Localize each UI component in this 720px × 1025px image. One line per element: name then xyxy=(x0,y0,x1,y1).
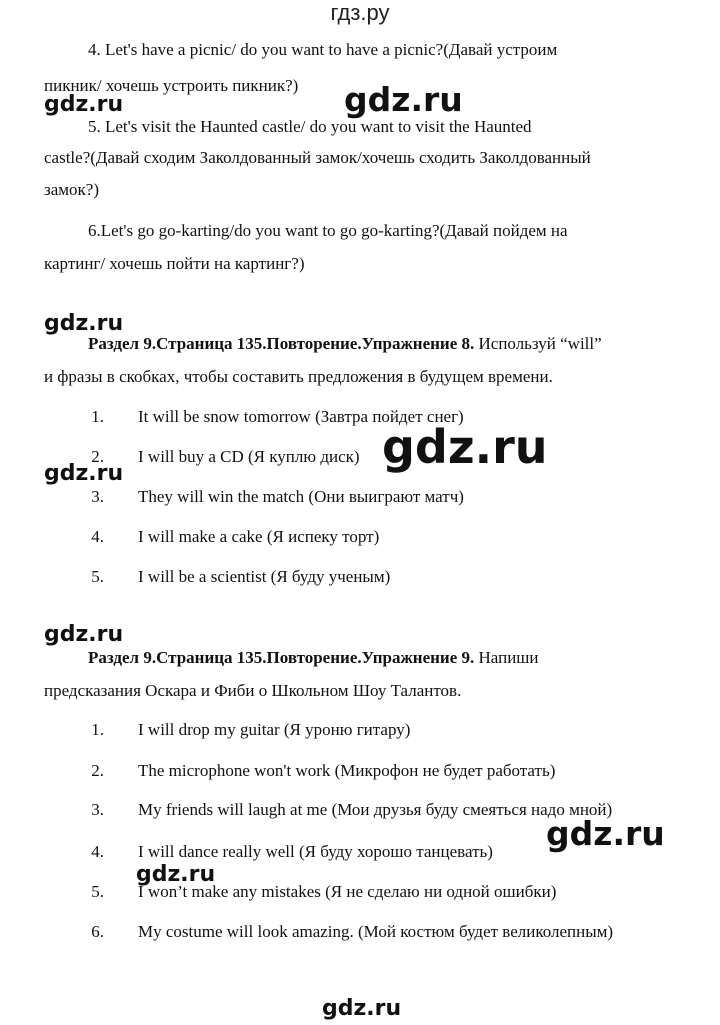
list-item: It will be snow tomorrow (Завтра пойдет снег) xyxy=(138,407,464,426)
watermark: gdz.ru xyxy=(44,92,124,117)
watermark: gdz.ru xyxy=(44,622,124,647)
list-item: They will win the match (Они выиграют матч) xyxy=(138,487,464,506)
list-item-number: 3. xyxy=(91,487,104,506)
section8-heading-line xyxy=(88,334,602,354)
list-item-number: 6. xyxy=(91,922,104,941)
list-item-number: 1. xyxy=(91,720,104,739)
intro-item-6-line2: картинг/ хочешь пойти на картинг?) xyxy=(44,254,305,273)
section9-instruction-part2: предсказания Оскара и Фиби о Школьном Шоу Талантов. xyxy=(44,681,462,700)
intro-item-5-line1: 5. Let's visit the Haunted castle/ do you want to visit the Haunted xyxy=(88,117,532,136)
list-item: My costume will look amazing. (Мой костюм будет великолепным) xyxy=(138,922,614,941)
list-item: I won’t make any mistakes (Я не сделаю ни одной ошибки) xyxy=(138,882,557,901)
list-item-number: 2. xyxy=(91,761,104,780)
watermark: gdz.ru xyxy=(546,814,665,853)
list-item: I will dance really well (Я буду хорошо танцевать) xyxy=(138,842,493,861)
list-item-number: 1. xyxy=(91,407,104,426)
list-item-number: 3. xyxy=(91,800,104,819)
section9-heading: Раздел 9.Страница 135.Повторение.Упражнение 9. xyxy=(88,648,475,667)
list-item: The microphone won't work (Микрофон не будет работать) xyxy=(138,761,556,780)
intro-item-4-line2: пикник/ хочешь устроить пикник?) xyxy=(44,76,299,95)
watermark: gdz.ru xyxy=(44,461,124,486)
section8-instruction-part2: и фразы в скобках, чтобы составить предложения в будущем времени. xyxy=(44,367,553,386)
intro-item-6-line1: 6.Let's go go-karting/do you want to go go-karting?(Давай пойдем на xyxy=(88,221,568,240)
list-item: I will buy a CD (Я куплю диск) xyxy=(138,447,360,466)
watermark: gdz.ru xyxy=(322,996,402,1021)
site-header: гдз.ру xyxy=(330,0,390,25)
intro-item-5-line3: замок?) xyxy=(44,180,99,199)
list-item: My friends will laugh at me (Мои друзья буду смеяться надо мной) xyxy=(138,800,613,819)
section9-heading-line xyxy=(88,648,538,668)
list-item-number: 4. xyxy=(91,842,104,861)
intro-item-5-line2: castle?(Давай сходим Заколдованный замок/хочешь сходить Заколдованный xyxy=(44,148,591,167)
watermark: gdz.ru xyxy=(44,311,124,336)
watermark: gdz.ru xyxy=(382,420,548,474)
list-item: I will drop my guitar (Я уроню гитару) xyxy=(138,720,411,739)
list-item-number: 4. xyxy=(91,527,104,546)
watermark: gdz.ru xyxy=(136,862,216,887)
list-item-number: 2. xyxy=(91,447,104,466)
intro-item-4-line1: 4. Let's have a picnic/ do you want to have a picnic?(Давай устроим xyxy=(88,40,558,59)
section8-heading: Раздел 9.Страница 135.Повторение.Упражнение 8. xyxy=(88,334,475,353)
list-item: I will be a scientist (Я буду ученым) xyxy=(138,567,391,586)
list-item: I will make a cake (Я испеку торт) xyxy=(138,527,380,546)
section9-instruction-part1: Напиши xyxy=(478,648,539,667)
section8-instruction-part1: Используй “will” xyxy=(478,334,602,353)
list-item-number: 5. xyxy=(91,567,104,586)
list-item-number: 5. xyxy=(91,882,104,901)
watermark: gdz.ru xyxy=(344,80,463,119)
